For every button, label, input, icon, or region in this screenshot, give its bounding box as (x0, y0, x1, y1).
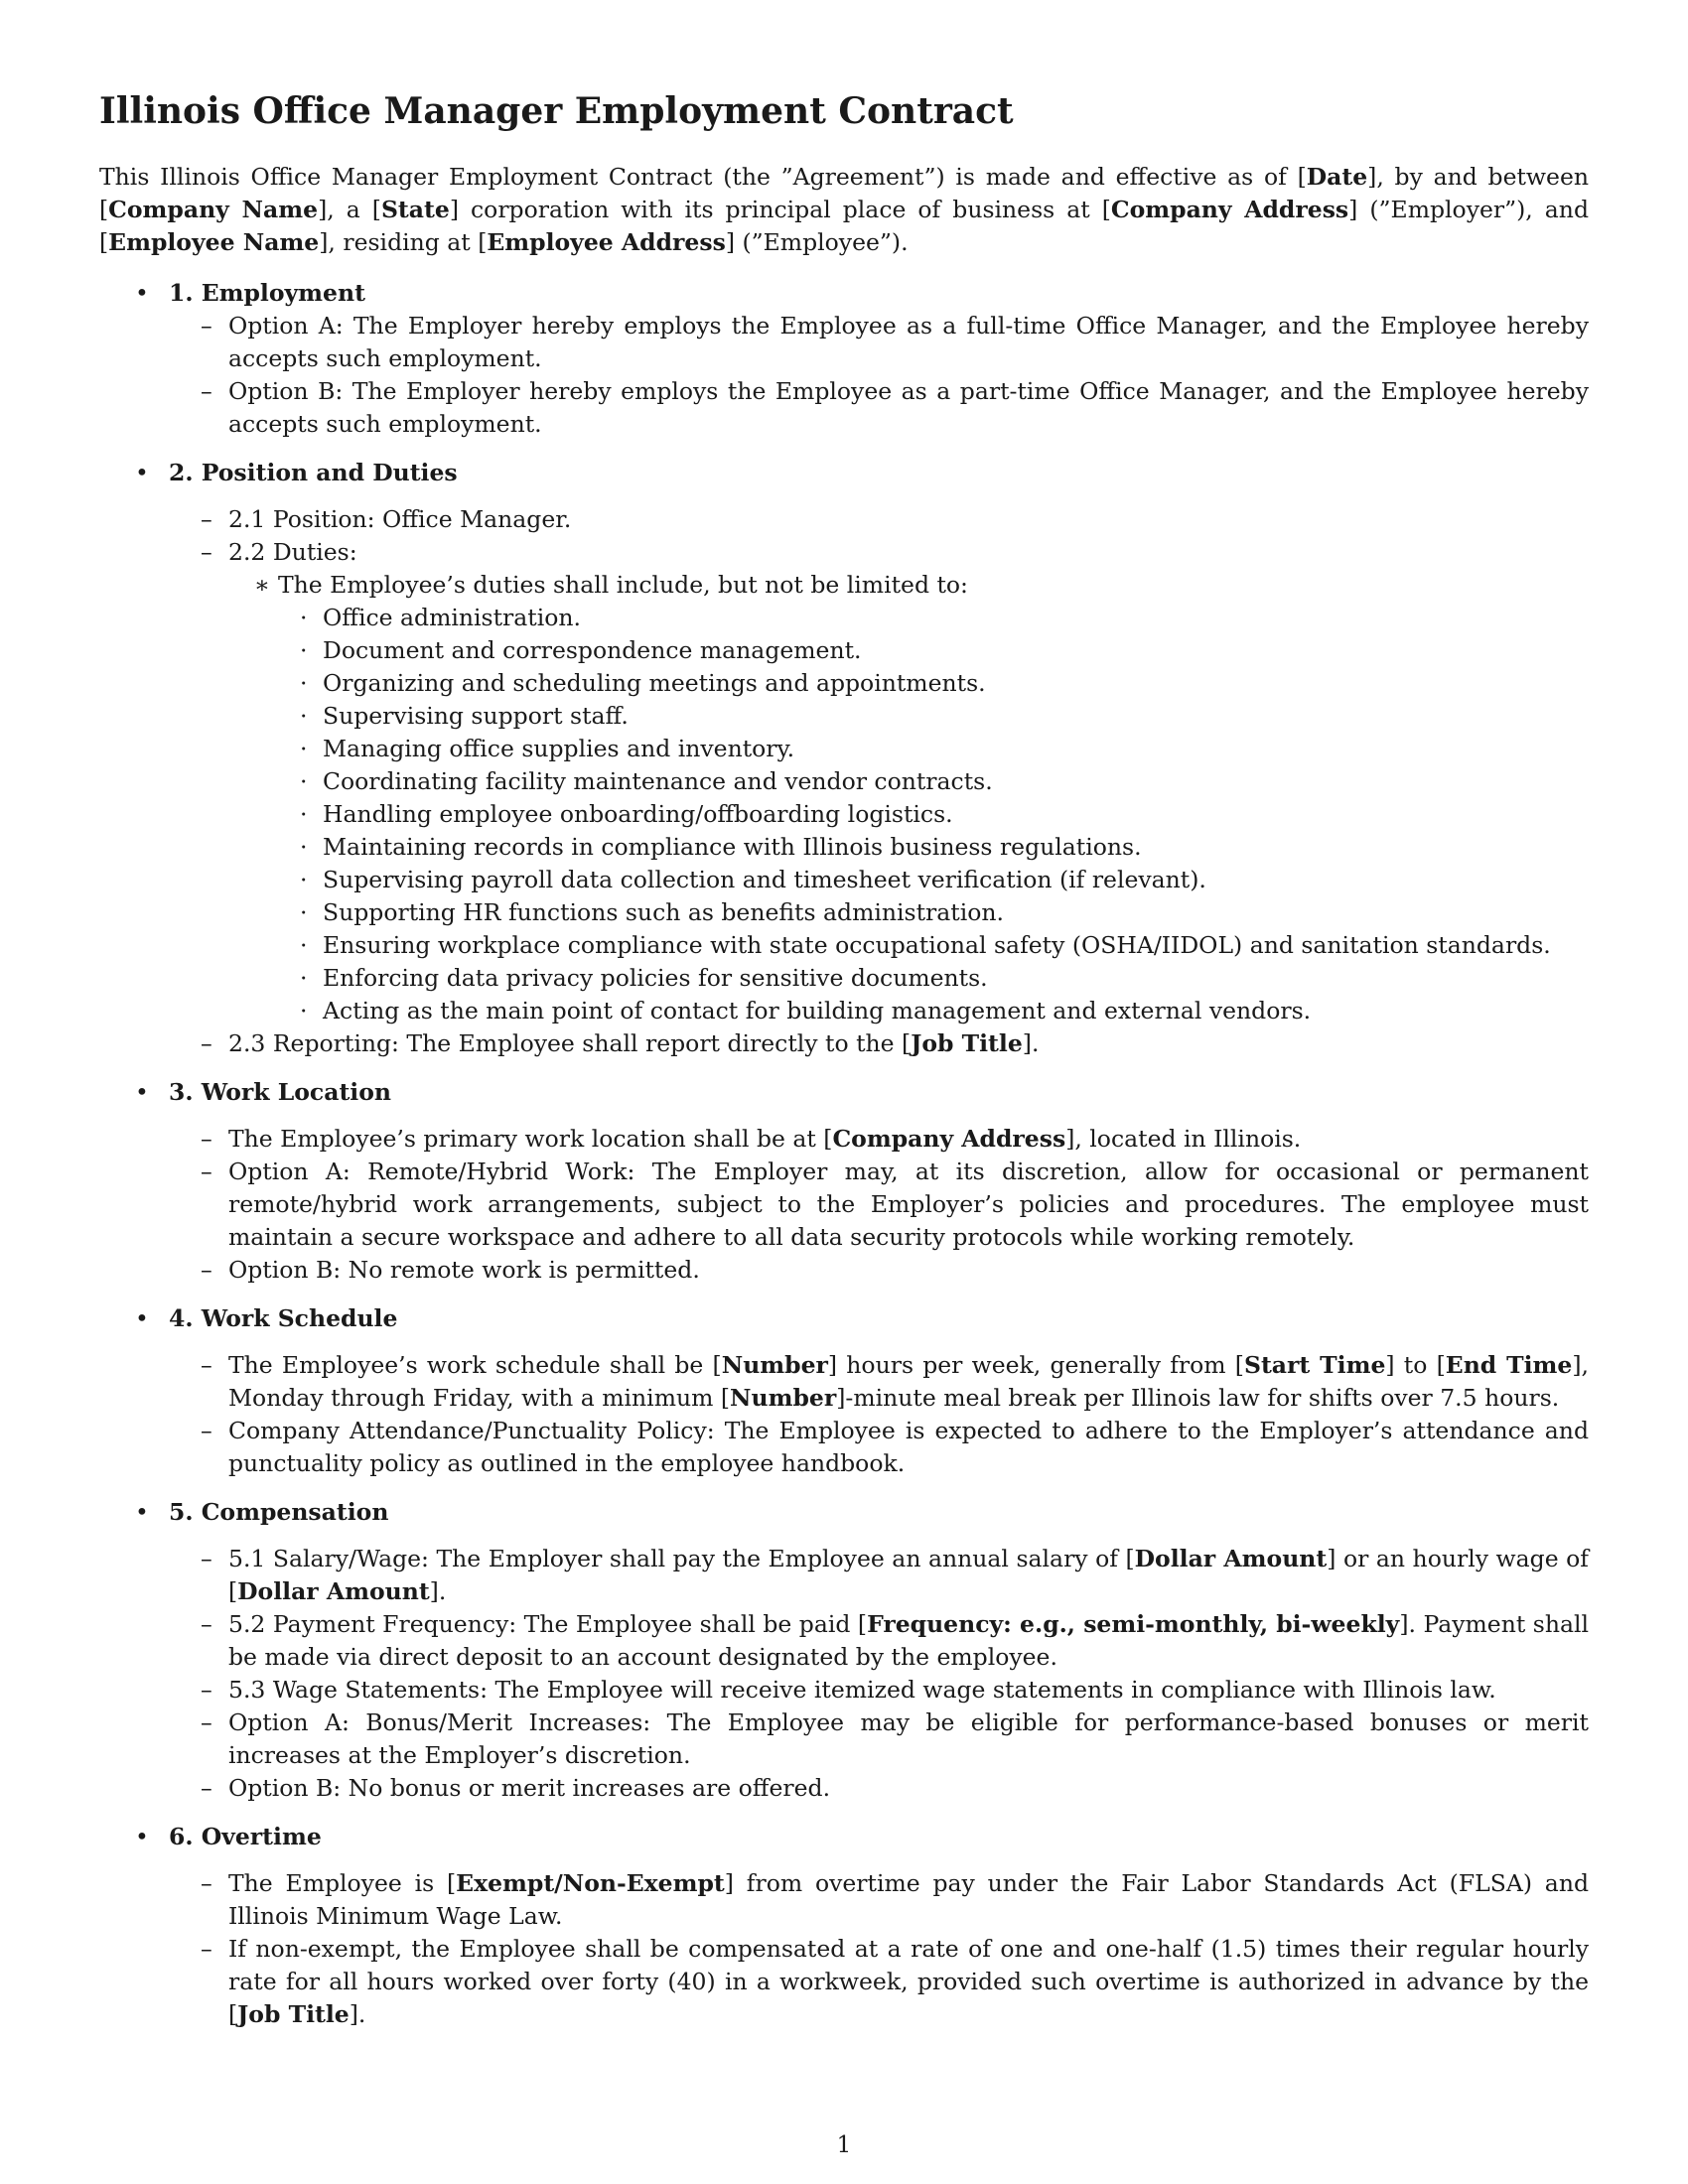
item-text: The Employee’s primary work location shall be at [ (228, 1125, 833, 1153)
placeholder-company-address: Company Address (832, 1125, 1066, 1153)
item-text: If non-exempt, the Employee shall be compensated at a rate of one and one-half (1.5) times their regular hourly rate for all hours worked over forty (40) in a workweek, provided such overtime is authorized in advance by the [ (228, 1935, 1589, 2028)
duty-item: · Supervising support staff. (278, 700, 1589, 733)
duty-item: · Handling employee onboarding/offboarding logistics. (278, 798, 1589, 831)
placeholder-job-title: Job Title (911, 1029, 1023, 1057)
item-text: ], Monday through Friday, with a minimum [ (228, 1351, 1590, 1412)
item-text: ] from overtime pay under the Fair Labor Standards Act (FLSA) and Illinois Minimum Wage Law. (228, 1869, 1589, 1930)
page-number: 1 (836, 2132, 852, 2158)
section-work-schedule (99, 1302, 1589, 1480)
item-text: ]. Payment shall be made via direct deposit to an account designated by the employee. (228, 1610, 1589, 1671)
duty-item: · Maintaining records in compliance with Illinois business regulations. (278, 831, 1589, 864)
list-item: – 5.3 Wage Statements: The Employee will receive itemized wage statements in compliance with Illinois law. (169, 1674, 1589, 1706)
duty-item: · Organizing and scheduling meetings and appointments. (278, 667, 1589, 700)
duty-item: · Acting as the main point of contact for building management and external vendors. (278, 995, 1589, 1027)
intro-text: This Illinois Office Manager Employment Contract (the ”Agreement”) is made and effective as of [ (99, 163, 1307, 191)
list-item: – Option A: Remote/Hybrid Work: The Employer may, at its discretion, allow for occasional or permanent remote/hybrid work arrangements, subject to the Employer’s policies and procedures. The employee must maintain a secure workspace and adhere to all data security protocols while working remotely. (169, 1156, 1589, 1254)
section-items (169, 1123, 1589, 1287)
intro-paragraph (99, 161, 1589, 259)
list-item: – Company Attendance/Punctuality Policy: The Employee is expected to adhere to the Employer’s attendance and punctuality policy as outlined in the employee handbook. (169, 1415, 1589, 1480)
placeholder-exempt-status: Exempt/Non-Exempt (456, 1869, 725, 1897)
item-text: ]-minute meal break per Illinois law for shifts over 7.5 hours. (836, 1384, 1560, 1412)
item-text: ] to [ (1385, 1351, 1446, 1379)
sections-list (99, 277, 1589, 2031)
intro-text: ], residing at [ (319, 228, 488, 256)
placeholder-start-time: Start Time (1243, 1351, 1386, 1379)
list-item (228, 569, 1589, 1027)
list-item (169, 1027, 1589, 1060)
placeholder-number: Number (730, 1384, 837, 1412)
list-item: – 2.1 Position: Office Manager. (169, 503, 1589, 536)
item-text: ]. (1022, 1029, 1040, 1057)
placeholder-date: Date (1306, 163, 1368, 191)
list-item: – Option B: No bonus or merit increases are offered. (169, 1772, 1589, 1805)
intro-text: ], a [ (318, 196, 381, 223)
list-item (169, 536, 1589, 1027)
list-item: – Option B: No remote work is permitted. (169, 1254, 1589, 1287)
duty-item: · Supporting HR functions such as benefits administration. (278, 896, 1589, 929)
duty-item: · Ensuring workplace compliance with state occupational safety (OSHA/IIDOL) and sanitation standards. (278, 929, 1589, 962)
duties-list (278, 602, 1589, 1027)
item-text: 5.1 Salary/Wage: The Employer shall pay the Employee an annual salary of [ (228, 1545, 1135, 1572)
list-item: – Option A: The Employer hereby employs the Employee as a full-time Office Manager, and the Employee hereby accepts such employment. (169, 310, 1589, 375)
section-overtime (99, 1821, 1589, 2031)
intro-text: ], by and between [ (99, 163, 1590, 223)
document-page (99, 89, 1589, 2047)
item-text: ]. (349, 2000, 366, 2028)
list-item (169, 1123, 1589, 1156)
section-title: • 5. Compensation (169, 1498, 389, 1526)
item-text: ] or an hourly wage of [ (228, 1545, 1590, 1605)
document-title: Illinois Office Manager Employment Contract (99, 90, 1014, 132)
section-title: • 6. Overtime (169, 1823, 322, 1850)
duty-item: · Supervising payroll data collection and timesheet verification (if relevant). (278, 864, 1589, 896)
placeholder-employee-name: Employee Name (108, 228, 320, 256)
placeholder-company-address: Company Address (1110, 196, 1349, 223)
placeholder-dollar-amount: Dollar Amount (237, 1577, 430, 1605)
intro-text: ] (”Employer”), and [ (99, 196, 1589, 256)
duty-item: · Document and correspondence management. (278, 634, 1589, 667)
list-item (169, 1608, 1589, 1674)
section-work-location (99, 1076, 1589, 1287)
list-item (169, 1867, 1589, 1933)
list-item: – Option B: The Employer hereby employs the Employee as a part-time Office Manager, and the Employee hereby accepts such employment. (169, 375, 1589, 441)
item-text: ], located in Illinois. (1065, 1125, 1302, 1153)
section-items (169, 1543, 1589, 1805)
section-employment (99, 277, 1589, 441)
placeholder-employee-address: Employee Address (487, 228, 726, 256)
item-text: ]. (429, 1577, 447, 1605)
item-text: The Employee’s work schedule shall be [ (228, 1351, 722, 1379)
list-item (169, 1543, 1589, 1608)
section-title: • 2. Position and Duties (169, 459, 458, 486)
item-text: 5.2 Payment Frequency: The Employee shall be paid [ (228, 1610, 868, 1638)
section-items (169, 1867, 1589, 2031)
placeholder-dollar-amount: Dollar Amount (1134, 1545, 1328, 1572)
duty-item: · Managing office supplies and inventory. (278, 733, 1589, 765)
duties-intro: The Employee’s duties shall include, but not be limited to: (278, 571, 968, 599)
duty-item: · Coordinating facility maintenance and vendor contracts. (278, 765, 1589, 798)
placeholder-frequency: Frequency: e.g., semi-monthly, bi-weekly (867, 1610, 1400, 1638)
duties-label: 2.2 Duties: (228, 538, 357, 566)
placeholder-company-name: Company Name (108, 196, 319, 223)
list-item: – Option A: Bonus/Merit Increases: The Employee may be eligible for performance-based bonuses or merit increases at the Employer’s discretion. (169, 1706, 1589, 1772)
section-title: • 4. Work Schedule (169, 1304, 398, 1332)
duty-item: · Office administration. (278, 602, 1589, 634)
intro-text: ] corporation with its principal place of business at [ (449, 196, 1111, 223)
section-title: • 1. Employment (169, 279, 365, 307)
placeholder-number: Number (721, 1351, 828, 1379)
section-items (169, 503, 1589, 1060)
section-compensation (99, 1496, 1589, 1805)
section-position-duties (99, 457, 1589, 1060)
placeholder-end-time: End Time (1445, 1351, 1573, 1379)
duties-sublist (228, 569, 1589, 1027)
section-items (169, 1349, 1589, 1480)
item-text: The Employee is [ (228, 1869, 457, 1897)
list-item (169, 1933, 1589, 2031)
placeholder-job-title: Job Title (237, 2000, 350, 2028)
item-text: 2.3 Reporting: The Employee shall report directly to the [ (228, 1029, 912, 1057)
section-items (169, 310, 1589, 441)
list-item (169, 1349, 1589, 1415)
placeholder-state: State (380, 196, 450, 223)
intro-text: ] (”Employee”). (725, 228, 909, 256)
duty-item: · Enforcing data privacy policies for sensitive documents. (278, 962, 1589, 995)
section-title: • 3. Work Location (169, 1078, 391, 1106)
item-text: ] hours per week, generally from [ (827, 1351, 1244, 1379)
